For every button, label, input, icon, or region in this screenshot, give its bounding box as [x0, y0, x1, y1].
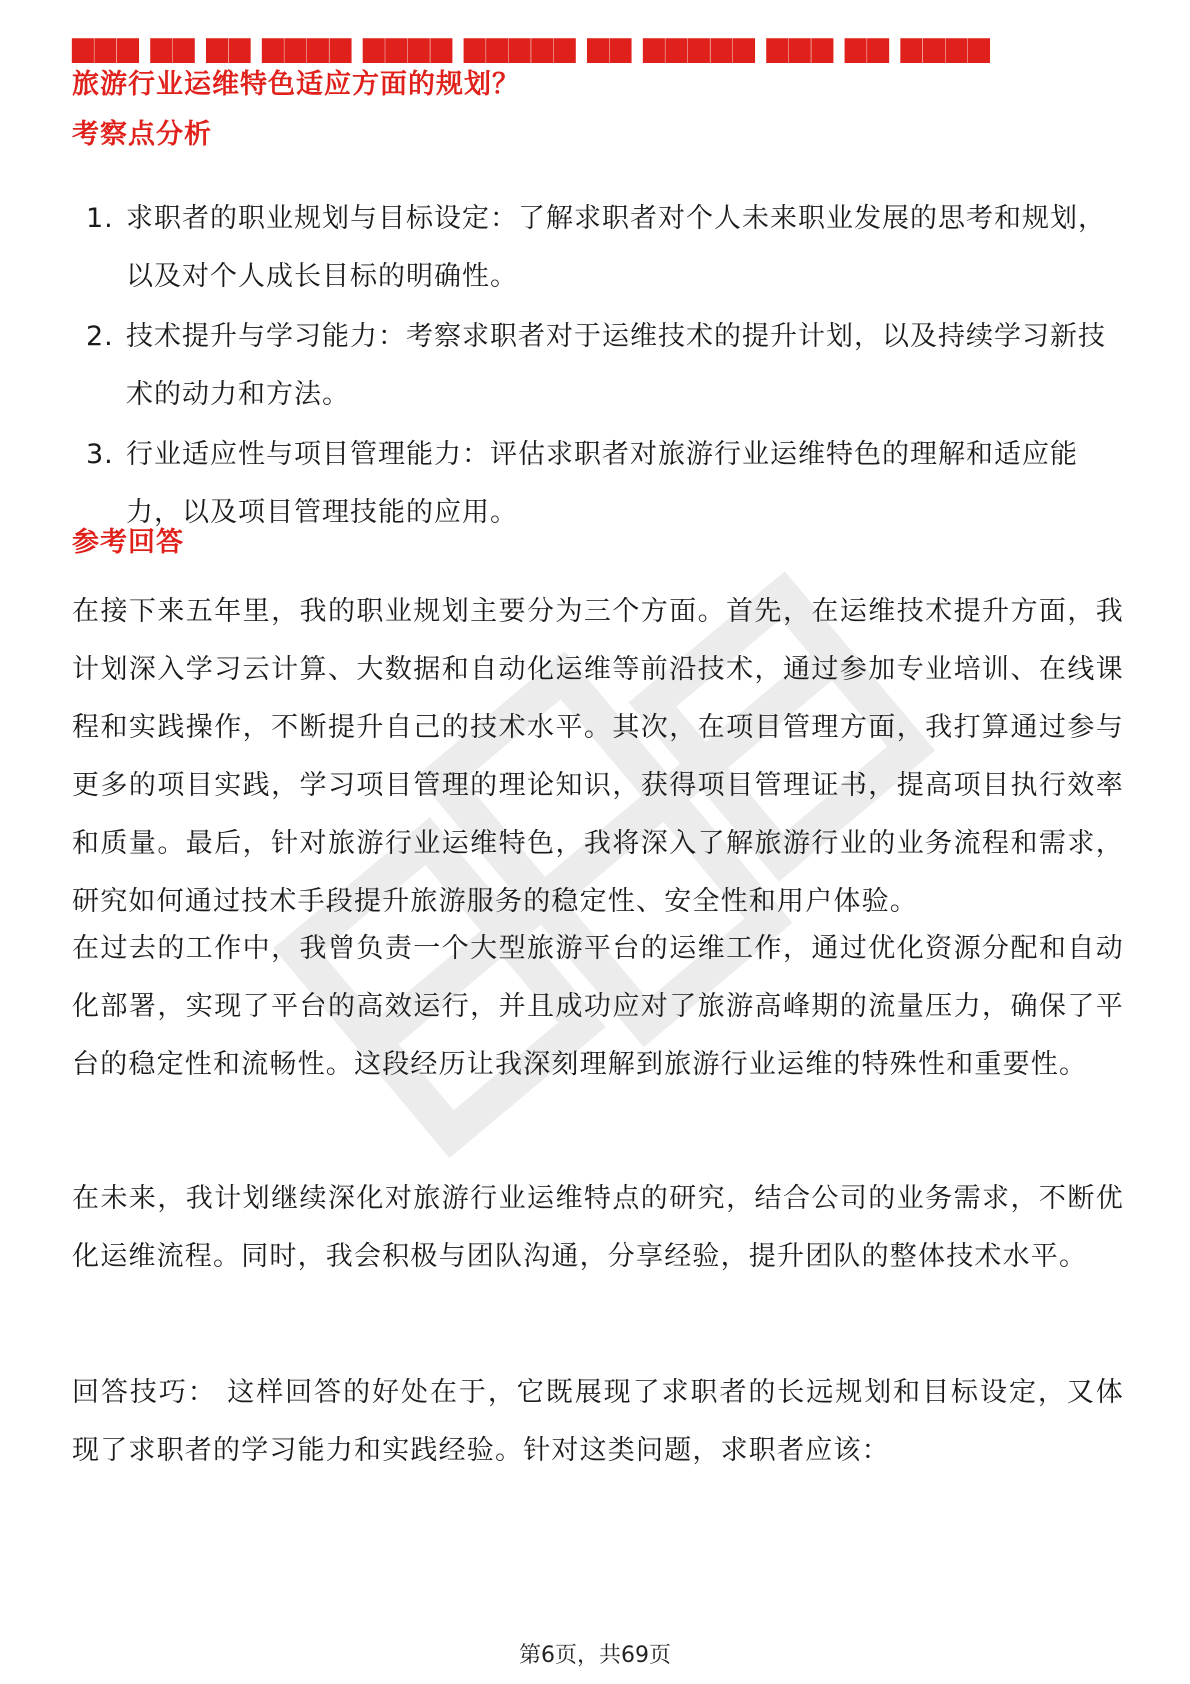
list-number: 3. [86, 439, 114, 470]
analysis-item-text: 技术提升与学习能力：考察求职者对于运维技术的提升计划，以及持续学习新技术的动力和方法。 [126, 321, 1106, 410]
answer-paragraph: 在接下来五年里，我的职业规划主要分为三个方面。首先，在运维技术提升方面，我计划深入学习云计算、大数据和自动化运维等前沿技术，通过参加专业培训、在线课程和实践操作，不断提升自己的技术水平。其次，在项目管理方面，我打算通过参与更多的项目实践，学习项目管理的理论知识，获得项目管理证书，提高项目执行效率和质量。最后，针对旅游行业运维特色，我将深入了解旅游行业的业务流程和需求，研究如何通过技术手段提升旅游服务的稳定性、安全性和用户体验。 [72, 596, 1124, 917]
analysis-item [72, 308, 1122, 424]
analysis-item-text: 求职者的职业规划与目标设定：了解求职者对个人未来职业发展的思考和规划，以及对个人成长目标的明确性。 [126, 203, 1106, 292]
answer-tips-paragraph: 回答技巧： 这样回答的好处在于，它既展现了求职者的长远规划和目标设定，又体现了求职者的学习能力和实践经验。针对这类问题，求职者应该： [72, 1377, 1124, 1466]
analysis-item [72, 426, 1122, 542]
analysis-item [72, 190, 1122, 306]
cut-off-previous-line [72, 30, 1112, 63]
list-number: 2. [86, 321, 114, 352]
question-title-tail: 旅游行业运维特色适应方面的规划？ [72, 69, 520, 100]
analysis-list [72, 190, 1122, 542]
analysis-section-title: 考察点分析 [72, 119, 212, 150]
analysis-item-text: 行业适应性与项目管理能力：评估求职者对旅游行业运维特色的理解和适应能力，以及项目管理技能的应用。 [126, 439, 1078, 528]
answer-paragraph: 在未来，我计划继续深化对旅游行业运维特点的研究，结合公司的业务需求，不断优化运维流程。同时，我会积极与团队沟通，分享经验，提升团队的整体技术水平。 [72, 1183, 1124, 1272]
answer-section-title: 参考回答 [72, 527, 184, 558]
page-number-footer: 第6页，共69页 [519, 1643, 671, 1668]
cut-off-text: ▆▆▆ ▆▆ ▆▆ ▆▆▆▆ ▆▆▆▆ ▆▆▆▆▆ ▆▆ ▆▆▆▆▆ ▆▆▆ ▆▆ ▆▆▆▆ [72, 30, 991, 63]
answer-paragraph: 在过去的工作中，我曾负责一个大型旅游平台的运维工作，通过优化资源分配和自动化部署，实现了平台的高效运行，并且成功应对了旅游高峰期的流量压力，确保了平台的稳定性和流畅性。这段经历让我深刻理解到旅游行业运维的特殊性和重要性。 [72, 933, 1124, 1080]
list-number: 1. [86, 203, 114, 234]
